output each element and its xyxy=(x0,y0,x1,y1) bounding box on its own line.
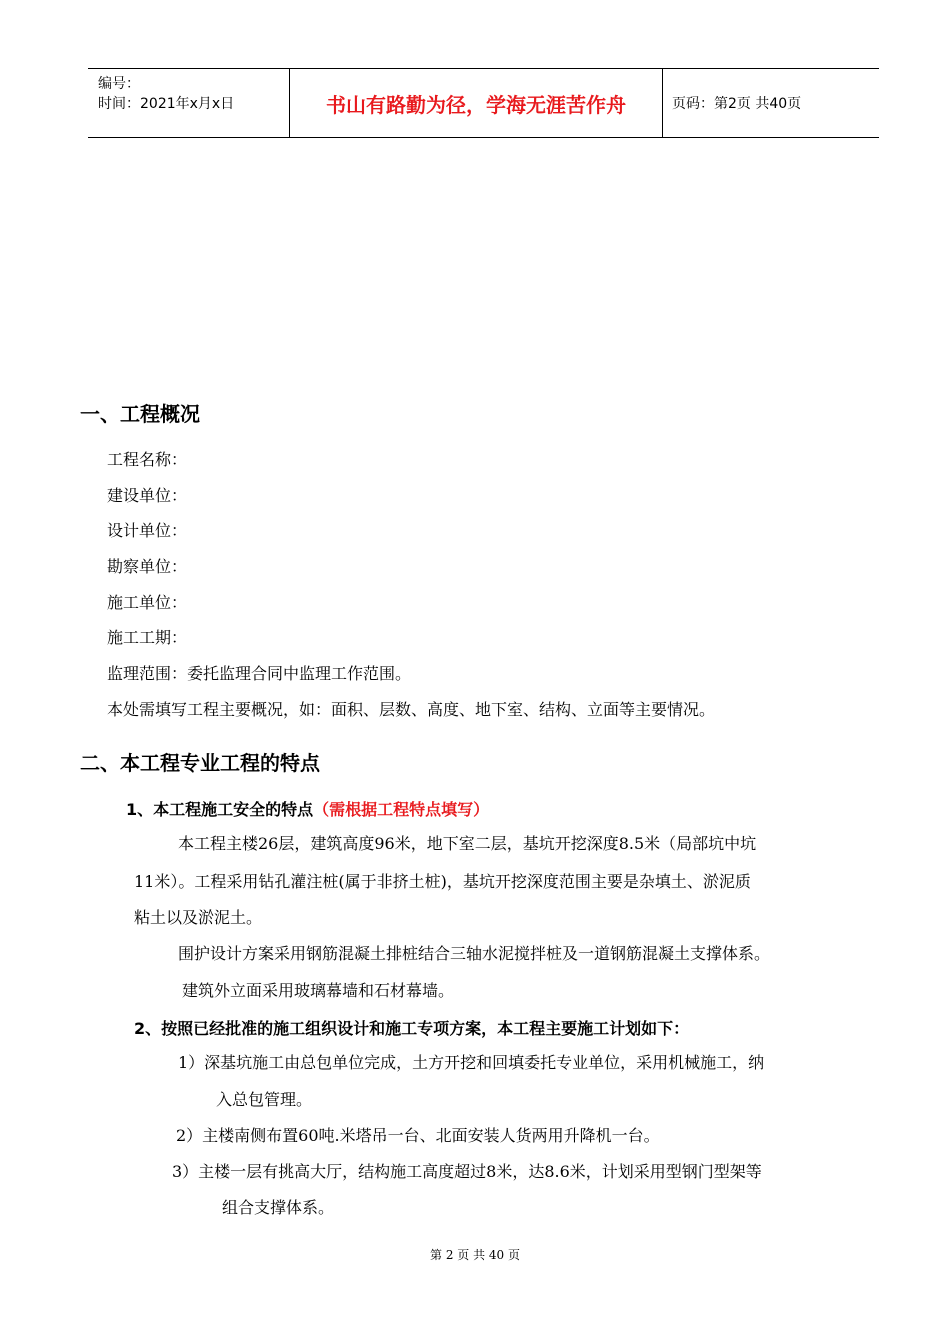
supervision-scope-line: 监理范围：委托监理合同中监理工作范围。 xyxy=(107,664,412,683)
sub1-title: 1、本工程施工安全的特点 xyxy=(126,800,314,819)
sub1-para3: 建筑外立面采用玻璃幕墙和石材幕墙。 xyxy=(182,981,455,1000)
sub1-para1-line: 11米）。工程采用钻孔灌注桩(属于非挤土桩)，基坑开挖深度范围主要是杂填土、淤泥质 xyxy=(134,872,751,891)
plan-item-2: 2）主楼南侧布置60吨.米塔吊一台、北面安装人货两用升降机一台。 xyxy=(176,1126,660,1145)
surveyor-line: 勘察单位： xyxy=(107,557,188,576)
sub1-heading xyxy=(126,797,489,820)
header-meta xyxy=(88,69,288,137)
plan-item-3-line: 3）主楼一层有挑高大厅，结构施工高度超过8米，达8.6米，计划采用型钢门型架等 xyxy=(172,1162,762,1181)
project-name-line: 工程名称： xyxy=(107,450,188,469)
client-line: 建设单位： xyxy=(107,486,188,505)
sub1-note: （需根据工程特点填写） xyxy=(313,800,490,819)
header-divider xyxy=(662,69,663,137)
section1-heading: 一、工程概况 xyxy=(80,402,200,426)
number-label: 编号： xyxy=(98,76,140,92)
contractor-line: 施工单位： xyxy=(107,593,188,612)
plan-item-1-line: 1）深基坑施工由总包单位完成，土方开挖和回填委托专业单位，采用机械施工，纳 xyxy=(178,1053,765,1072)
overview-note-line: 本处需填写工程主要概况，如：面积、层数、高度、地下室、结构、立面等主要情况。 xyxy=(107,700,716,719)
schedule-line: 施工工期： xyxy=(107,628,188,647)
page-footer: 第 2 页 共 40 页 xyxy=(430,1248,520,1262)
time-label: 时间：2021年x月x日 xyxy=(98,96,235,112)
plan-item-3-line: 组合支撑体系。 xyxy=(222,1198,335,1217)
page-header xyxy=(88,68,879,138)
sub1-para1-line: 粘土以及淤泥土。 xyxy=(134,908,263,927)
header-page-label: 页码：第2页 共40页 xyxy=(672,96,802,112)
sub2-heading: 2、按照已经批准的施工组织设计和施工专项方案，本工程主要施工计划如下： xyxy=(134,1019,690,1038)
header-motto: 书山有路勤为径，学海无涯苦作舟 xyxy=(326,92,626,117)
sub1-para2: 围护设计方案采用钢筋混凝土排桩结合三轴水泥搅拌桩及一道钢筋混凝土支撑体系。 xyxy=(178,944,771,963)
designer-line: 设计单位： xyxy=(107,521,188,540)
plan-item-1-line: 入总包管理。 xyxy=(216,1090,313,1109)
section2-heading: 二、本工程专业工程的特点 xyxy=(80,751,320,775)
sub1-para1-line: 本工程主楼26层，建筑高度96米，地下室二层，基坑开挖深度8.5米（局部坑中坑 xyxy=(178,834,757,853)
